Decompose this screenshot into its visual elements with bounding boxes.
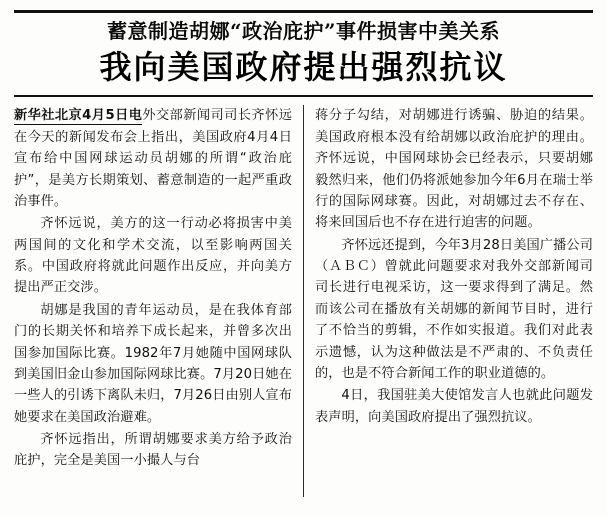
- paragraph: 胡娜是我国的青年运动员，是在我体育部门的长期关怀和培养下成长起来，并曾多次出国参加国际比赛。1982年7月她随中国网球队到美国旧金山参加国际网球比赛。7月20日她在一些人的引诱下离队未归，7月26日由别人宣布她要求在美国政治避难。: [14, 302, 292, 425]
- column-divider-line: [303, 105, 304, 497]
- headline-divider: [14, 95, 593, 97]
- page-title: 我向美国政府提出强烈抗议: [99, 48, 508, 86]
- paragraph: 4日，我国驻美大使馆发言人也就此问题发表声明，向美国政府提出了强烈抗议。: [315, 388, 593, 425]
- article-body: [14, 105, 593, 497]
- left-column: [14, 105, 292, 497]
- paragraph: 齐怀远指出，所谓胡娜要求美方给予政治庇护，完全是美国一小撮人与台: [14, 432, 292, 469]
- top-divider: [14, 10, 593, 13]
- right-column: [315, 105, 593, 497]
- column-gutter: [292, 105, 315, 497]
- paragraph-text: 外交部新闻司司长齐怀远在今天的新闻发布会上指出，美国政府4月4日宣布给中国网球运动员胡娜的所谓“政治庇护”，是美方长期策划、蓄意制造的一起严重政治事件。: [14, 108, 292, 209]
- dateline: 新华社北京4月5日电: [14, 108, 143, 124]
- paragraph-continued: 蒋分子勾结，对胡娜进行诱骗、胁迫的结果。美国政府根本没有给胡娜以政治庇护的理由。齐怀远说，中国网球协会已经表示，只要胡娜毅然归来，他们仍将派她参加今年6月在瑞士举行的国际网球赛。因此，对胡娜过去不存在、将来回国后也不存在进行迫害的问题。: [315, 108, 593, 231]
- paragraph-with-dateline: [14, 105, 292, 212]
- paragraph: 齐怀远说，美方的这一行动必将损害中美两国间的文化和学术交流，以至影响两国关系。中国政府将就此问题作出反应，并向美方提出严正交涉。: [14, 216, 292, 296]
- paragraph: 齐怀远还提到，今年3月28日美国广播公司（ＡＢＣ）曾就此问题要求对我外交部新闻司司长进行电视采访，这一要求得到了满足。然而该公司在播放有关胡娜的新闻节目时，进行了不恰当的剪辑，不作如实报道。我们对此表示遗憾，认为这种做法是不严肃的、不负责任的，也是不符合新闻工作的职业道德的。: [315, 237, 593, 381]
- headline-subtitle: 蓄意制造胡娜“政治庇护”事件损害中美关系: [106, 19, 500, 43]
